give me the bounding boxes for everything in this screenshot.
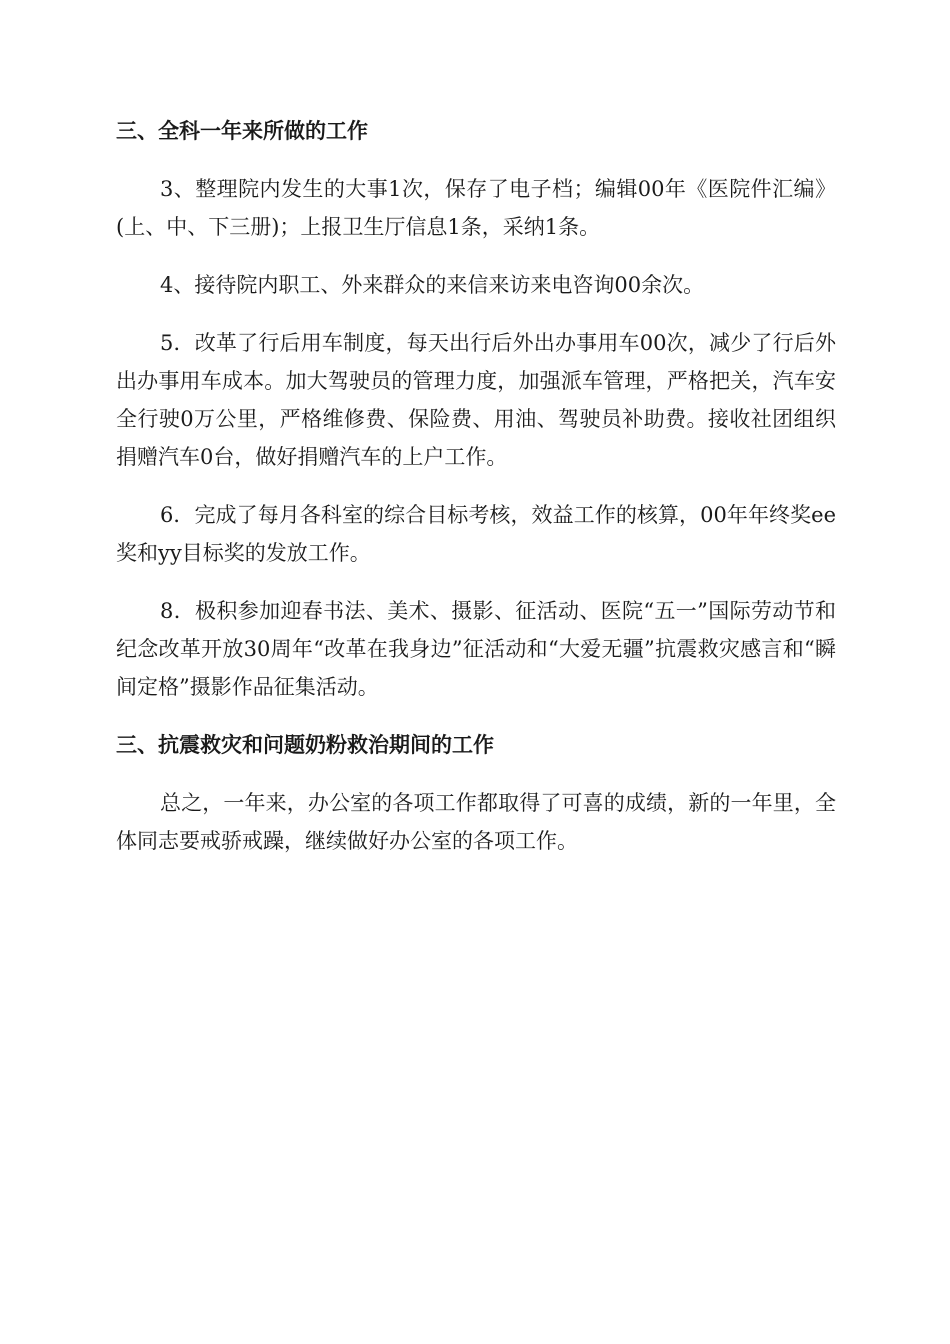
paragraph-item-4: 4、接待院内职工、外来群众的来信来访来电咨询00余次。 [160, 273, 705, 297]
paragraph-conclusion: 总之，一年来，办公室的各项工作都取得了可喜的成绩，新的一年里，全体同志要戒骄戒躁，继续做好办公室的各项工作。 [116, 791, 836, 853]
section-heading-earthquake-relief: 三、抗震救灾和问题奶粉救治期间的工作 [116, 733, 494, 757]
paragraph-item-6: 6．完成了每月各科室的综合目标考核，效益工作的核算，00年年终奖ee奖和yy目标奖的发放工作。 [116, 503, 836, 565]
paragraph-item-3: 3、整理院内发生的大事1次，保存了电子档；编辑00年《医院件汇编》(上、中、下三册)；上报卫生厅信息1条，采纳1条。 [116, 177, 836, 239]
paragraph-item-8: 8．极积参加迎春书法、美术、摄影、征活动、医院“五一”国际劳动节和纪念改革开放30周年“改革在我身边”征活动和“大爱无疆”抗震救灾感言和“瞬间定格”摄影作品征集活动。 [116, 599, 836, 699]
section-heading-work-summary: 三、全科一年来所做的工作 [116, 119, 368, 143]
document-page [116, 112, 836, 860]
paragraph-item-5: 5．改革了行后用车制度，每天出行后外出办事用车00次，减少了行后外出办事用车成本。加大驾驶员的管理力度，加强派车管理，严格把关，汽车安全行驶0万公里，严格维修费、保险费、用油、驾驶员补助费。接收社团组织捐赠汽车0台，做好捐赠汽车的上户工作。 [116, 331, 836, 469]
